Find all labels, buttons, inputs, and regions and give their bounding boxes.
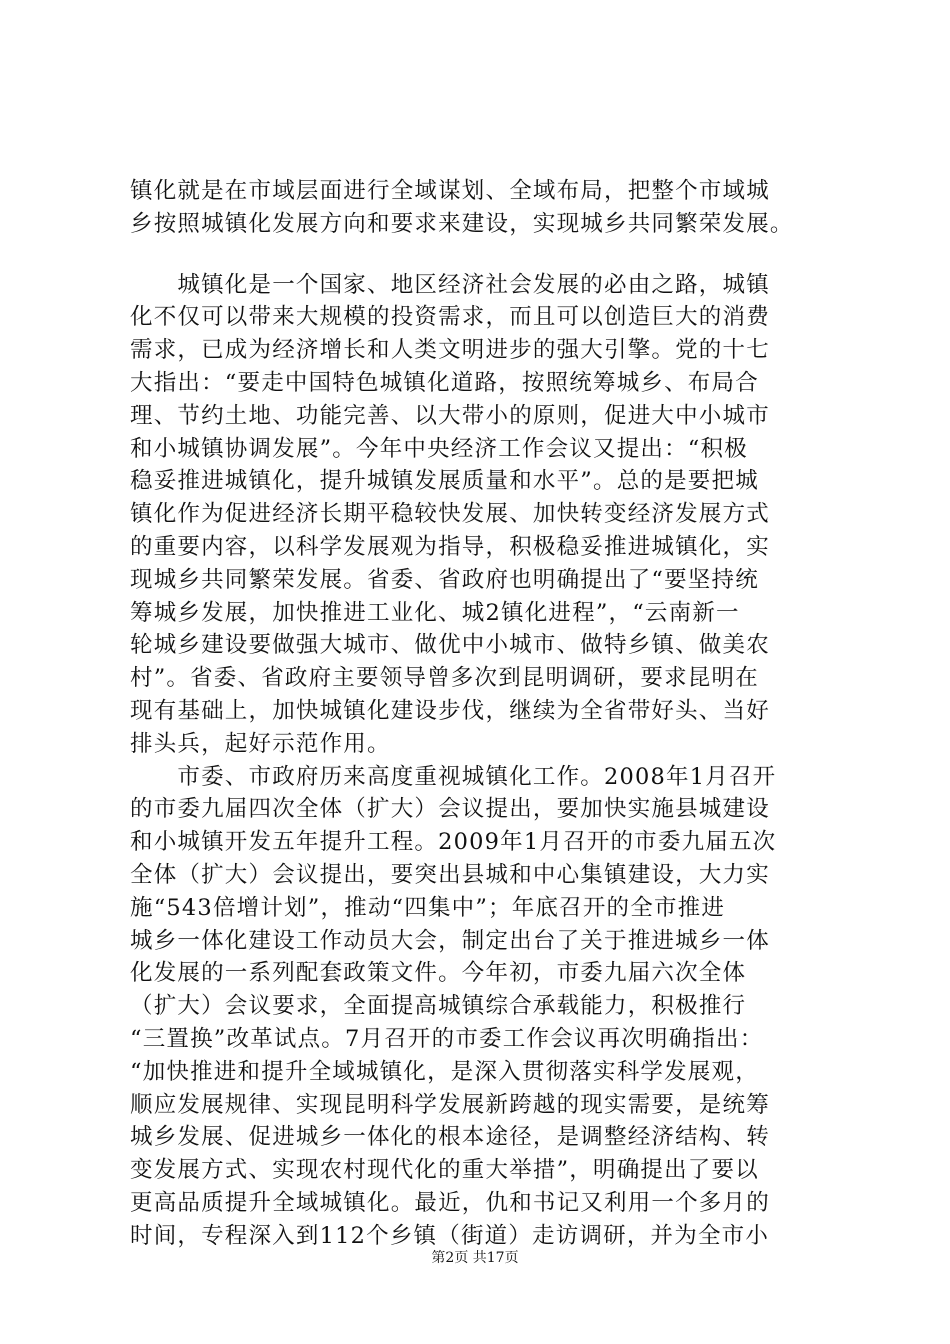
paragraph-3 [130, 761, 830, 1253]
text-line: 和小城镇开发五年提升工程。2009年1月召开的市委九届五次 [130, 829, 777, 856]
text-line: 现有基础上，加快城镇化建设步伐，继续为全省带好头、当好 [130, 697, 770, 724]
text-line: 稳妥推进城镇化，提升城镇发展质量和水平”。总的是要把城 [130, 468, 759, 495]
text-line: 镇化就是在市域层面进行全域谋划、全域布局，把整个市域城 [130, 178, 770, 204]
text-line: 需求，已成为经济增长和人类文明进步的强大引擎。党的十七 [130, 337, 770, 364]
text-line: 和小城镇协调发展”。今年中央经济工作会议又提出：“积极 [130, 435, 748, 462]
text-line: 变发展方式、实现农村现代化的重大举措”，明确提出了要以 [130, 1157, 759, 1184]
text-line: 更高品质提升全域城镇化。最近，仇和书记又利用一个多月的 [130, 1189, 770, 1216]
text-line: 排头兵，起好示范作用。 [130, 730, 391, 757]
text-line: 大指出：“要走中国特色城镇化道路，按照统筹城乡、布局合 [130, 369, 759, 396]
text-line: 城乡发展、促进城乡一体化的根本途径，是调整经济结构、转 [130, 1124, 770, 1151]
text-line: “加快推进和提升全域城镇化，是深入贯彻落实科学发展观， [130, 1058, 759, 1085]
text-line: （扩大）会议要求，全面提高城镇综合承载能力，积极推行 [130, 993, 747, 1020]
text-line: 化发展的一系列配套政策文件。今年初，市委九届六次全体 [130, 960, 747, 987]
text-line: 的市委九届四次全体（扩大）会议提出，要加快实施县城建设 [130, 796, 770, 823]
text-line: 顺应发展规律、实现昆明科学发展新跨越的现实需要，是统筹 [130, 1091, 770, 1118]
document-body [130, 175, 830, 1253]
text-line: “三置换”改革试点。7月召开的市委工作会议再次明确指出： [130, 1025, 764, 1052]
paragraph-1 [130, 175, 830, 241]
page-footer: 第2页 共17页 [431, 1250, 519, 1266]
text-line: 施“543倍增计划”，推动“四集中”；年底召开的全市推进 [130, 894, 726, 921]
text-line: 城镇化是一个国家、地区经济社会发展的必由之路，城镇 [130, 271, 770, 298]
text-line: 村”。省委、省政府主要领导曾多次到昆明调研，要求昆明在 [130, 665, 759, 692]
text-line: 时间，专程深入到112个乡镇（街道）走访调研，并为全市小 [130, 1222, 770, 1249]
text-line: 全体（扩大）会议提出，要突出县城和中心集镇建设，大力实 [130, 861, 770, 888]
text-line: 现城乡共同繁荣发展。省委、省政府也明确提出了“要坚持统 [130, 566, 759, 593]
text-line: 化不仅可以带来大规模的投资需求，而且可以创造巨大的消费 [130, 304, 770, 331]
text-line: 理、节约土地、功能完善、以大带小的原则，促进大中小城市 [130, 402, 770, 429]
paragraph-spacer [130, 241, 830, 269]
text-line: 筹城乡发展，加快推进工业化、城2镇化进程”，“云南新一 [130, 599, 740, 626]
text-line: 轮城乡建设要做强大城市、做优中小城市、做特乡镇、做美农 [130, 632, 770, 659]
text-line: 的重要内容，以科学发展观为指导，积极稳妥推进城镇化，实 [130, 533, 770, 560]
text-line: 城乡一体化建设工作动员大会，制定出台了关于推进城乡一体 [130, 927, 770, 954]
text-line: 镇化作为促进经济长期平稳较快发展、加快转变经济发展方式 [130, 501, 770, 528]
paragraph-2 [130, 269, 830, 761]
text-line: 乡按照城镇化发展方向和要求来建设，实现城乡共同繁荣发展。 [130, 210, 794, 237]
text-line: 市委、市政府历来高度重视城镇化工作。2008年1月召开 [130, 763, 777, 790]
